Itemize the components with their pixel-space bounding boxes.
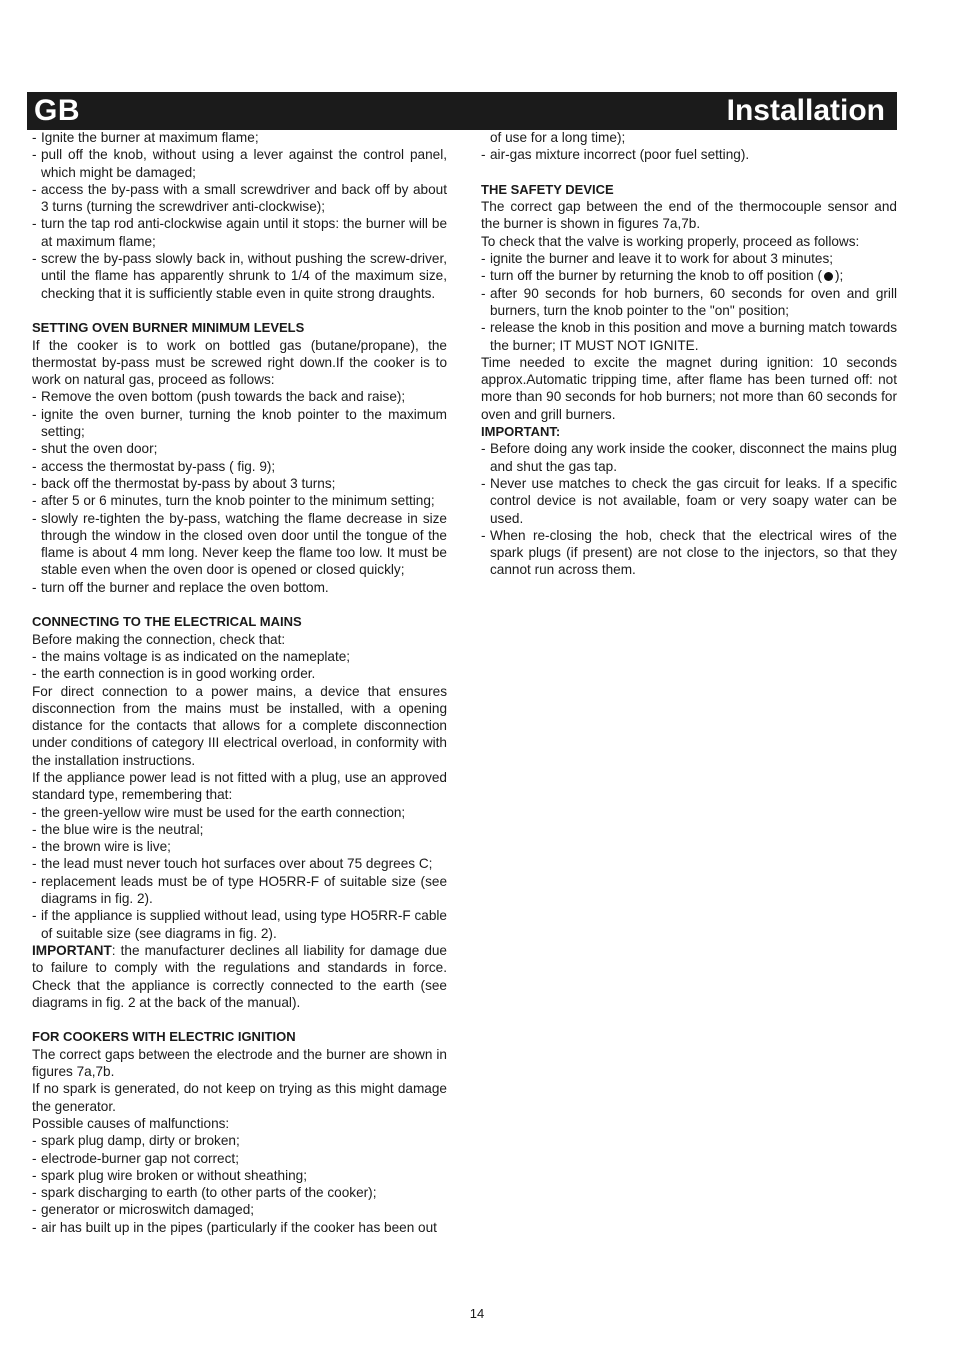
- off-position-dot-icon: [824, 272, 833, 281]
- list-item: - Ignite the burner at maximum flame;: [32, 129, 447, 146]
- list-item: - spark plug wire broken or without sheathing;: [32, 1167, 447, 1184]
- paragraph: If the appliance power lead is not fitted with a plug, use an approved standard type, remembering that:: [32, 769, 447, 803]
- paragraph: To check that the valve is working properly, proceed as follows:: [481, 233, 860, 249]
- page-header: [27, 92, 897, 130]
- page-title: Installation: [726, 94, 885, 127]
- list-item: - turn the tap rod anti-clockwise again until it stops: the burner will be at maximum flame;: [32, 215, 447, 250]
- list-item: - screw the by-pass slowly back in, without pushing the screw-driver, until the flame has apparently shrunk to 1/4 of the maximum size, checking that it is sufficiently stable even in quite strong draughts.: [32, 250, 447, 302]
- paragraph: If the cooker is to work on bottled gas (butane/propane), the thermostat by-pass must be screwed right down.If the cooker is to work on natural gas, proceed as follows:: [32, 337, 447, 388]
- important-label: IMPORTANT: [32, 942, 112, 958]
- intro-list: [32, 129, 447, 302]
- list-item: - spark plug damp, dirty or broken;: [32, 1132, 447, 1149]
- list-item: - ignite the oven burner, turning the knob pointer to the maximum setting;: [32, 406, 447, 441]
- paragraph: If no spark is generated, do not keep on trying as this might damage the generator.: [32, 1081, 447, 1114]
- list-item: - replacement leads must be of type HO5RR-F of suitable size (see diagrams in fig. 2).: [32, 873, 447, 908]
- paragraph: The correct gap between the end of the thermocouple sensor and the burner is shown in figures 7a,7b.: [481, 199, 897, 232]
- list-item: - Before doing any work inside the cooker, disconnect the mains plug and shut the gas tap.: [481, 440, 897, 475]
- list-item: - the lead must never touch hot surfaces over about 75 degrees C;: [32, 855, 447, 872]
- list-item: - air has built up in the pipes (particularly if the cooker has been out: [32, 1219, 447, 1236]
- language-code: GB: [34, 94, 80, 127]
- list-item: - the blue wire is the neutral;: [32, 821, 447, 838]
- important-text: : the manufacturer declines all liability for damage due to failure to comply with the regulations and standards in force. Check that the appliance is correctly connected to the earth (see diagrams in fig. 2 at the back of the manual).: [32, 942, 447, 1010]
- item-text: );: [835, 268, 844, 284]
- page-number: 14: [469, 1306, 485, 1321]
- important-note: [32, 942, 447, 1011]
- list-item: - after 5 or 6 minutes, turn the knob pointer to the minimum setting;: [32, 492, 447, 509]
- item-text: turn off the burner by returning the knob to off position (: [490, 268, 822, 284]
- paragraph: Possible causes of malfunctions:: [32, 1115, 230, 1131]
- list-item: - shut the oven door;: [32, 440, 447, 457]
- list-item: - When re-closing the hob, check that the electrical wires of the spark plugs (if present) are not close to the injectors, so that they cannot run across them.: [481, 527, 897, 579]
- list-item: - after 90 seconds for hob burners, 60 seconds for oven and grill burners, turn the knob pointer to the "on" position;: [481, 285, 897, 320]
- list-item: - back off the thermostat by-pass by about 3 turns;: [32, 475, 447, 492]
- list-item: - the earth connection is in good working order.: [32, 665, 447, 682]
- section-heading-safety: THE SAFETY DEVICE: [481, 181, 614, 197]
- list-item: - the mains voltage is as indicated on the nameplate;: [32, 648, 447, 665]
- list-item: - if the appliance is supplied without lead, using type HO5RR-F cable of suitable size (see diagrams in fig. 2).: [32, 907, 447, 942]
- list-item: - Remove the oven bottom (push towards the back and raise);: [32, 388, 447, 405]
- paragraph: For direct connection to a power mains, a device that ensures disconnection from the mains must be installed, with a opening distance for the contacts that allows for a complete disconnection under conditions of category III electrical overload, in conformity with the installation instructions.: [32, 683, 447, 768]
- section-heading-ignition: FOR COOKERS WITH ELECTRIC IGNITION: [32, 1029, 296, 1045]
- list-item: - access the by-pass with a small screwdriver and back off by about 3 turns (turning the screwdriver anti-clockwise);: [32, 181, 447, 216]
- continued-text: of use for a long time);: [490, 130, 626, 145]
- important-label: IMPORTANT:: [481, 424, 561, 440]
- list-item: - slowly re-tighten the by-pass, watching the flame decrease in size through the window in the closed oven door until the tongue of the flame is about 4 mm long. Never keep the flame too low. It must be stable even when the oven door is opened or closed quickly;: [32, 510, 447, 579]
- section-heading-mains: CONNECTING TO THE ELECTRICAL MAINS: [32, 614, 302, 630]
- paragraph: The correct gaps between the electrode and the burner are shown in figures 7a,7b.: [32, 1046, 447, 1080]
- right-column: [481, 129, 897, 579]
- list-item: - the green-yellow wire must be used for the earth connection;: [32, 804, 447, 821]
- list-item: - electrode-burner gap not correct;: [32, 1150, 447, 1167]
- list-item: - generator or microswitch damaged;: [32, 1201, 447, 1218]
- list-item: - access the thermostat by-pass ( fig. 9);: [32, 458, 447, 475]
- list-item: - pull off the knob, without using a lever against the control panel, which might be damaged;: [32, 146, 447, 181]
- list-item: - turn off the burner and replace the oven bottom.: [32, 579, 447, 596]
- list-item: - the brown wire is live;: [32, 838, 447, 855]
- paragraph: Before making the connection, check that:: [32, 631, 286, 647]
- list-item: - release the knob in this position and move a burning match towards the burner; IT MUST NOT IGNITE.: [481, 319, 897, 354]
- paragraph: Time needed to excite the magnet during ignition: 10 seconds approx.Automatic tripping time, after flame has been turned off: not more than 90 seconds for hob burners; not more than 60 seconds for oven and grill burners.: [481, 354, 897, 422]
- left-column: [32, 129, 447, 1236]
- list-item: - air-gas mixture incorrect (poor fuel setting).: [481, 146, 897, 163]
- list-item: - spark discharging to earth (to other parts of the cooker);: [32, 1184, 447, 1201]
- list-item: [481, 267, 897, 284]
- section-heading-oven: SETTING OVEN BURNER MINIMUM LEVELS: [32, 320, 305, 336]
- list-item: - Never use matches to check the gas circuit for leaks. If a specific control device is not available, foam or very soapy water can be used.: [481, 475, 897, 527]
- list-item: - ignite the burner and leave it to work for about 3 minutes;: [481, 250, 897, 267]
